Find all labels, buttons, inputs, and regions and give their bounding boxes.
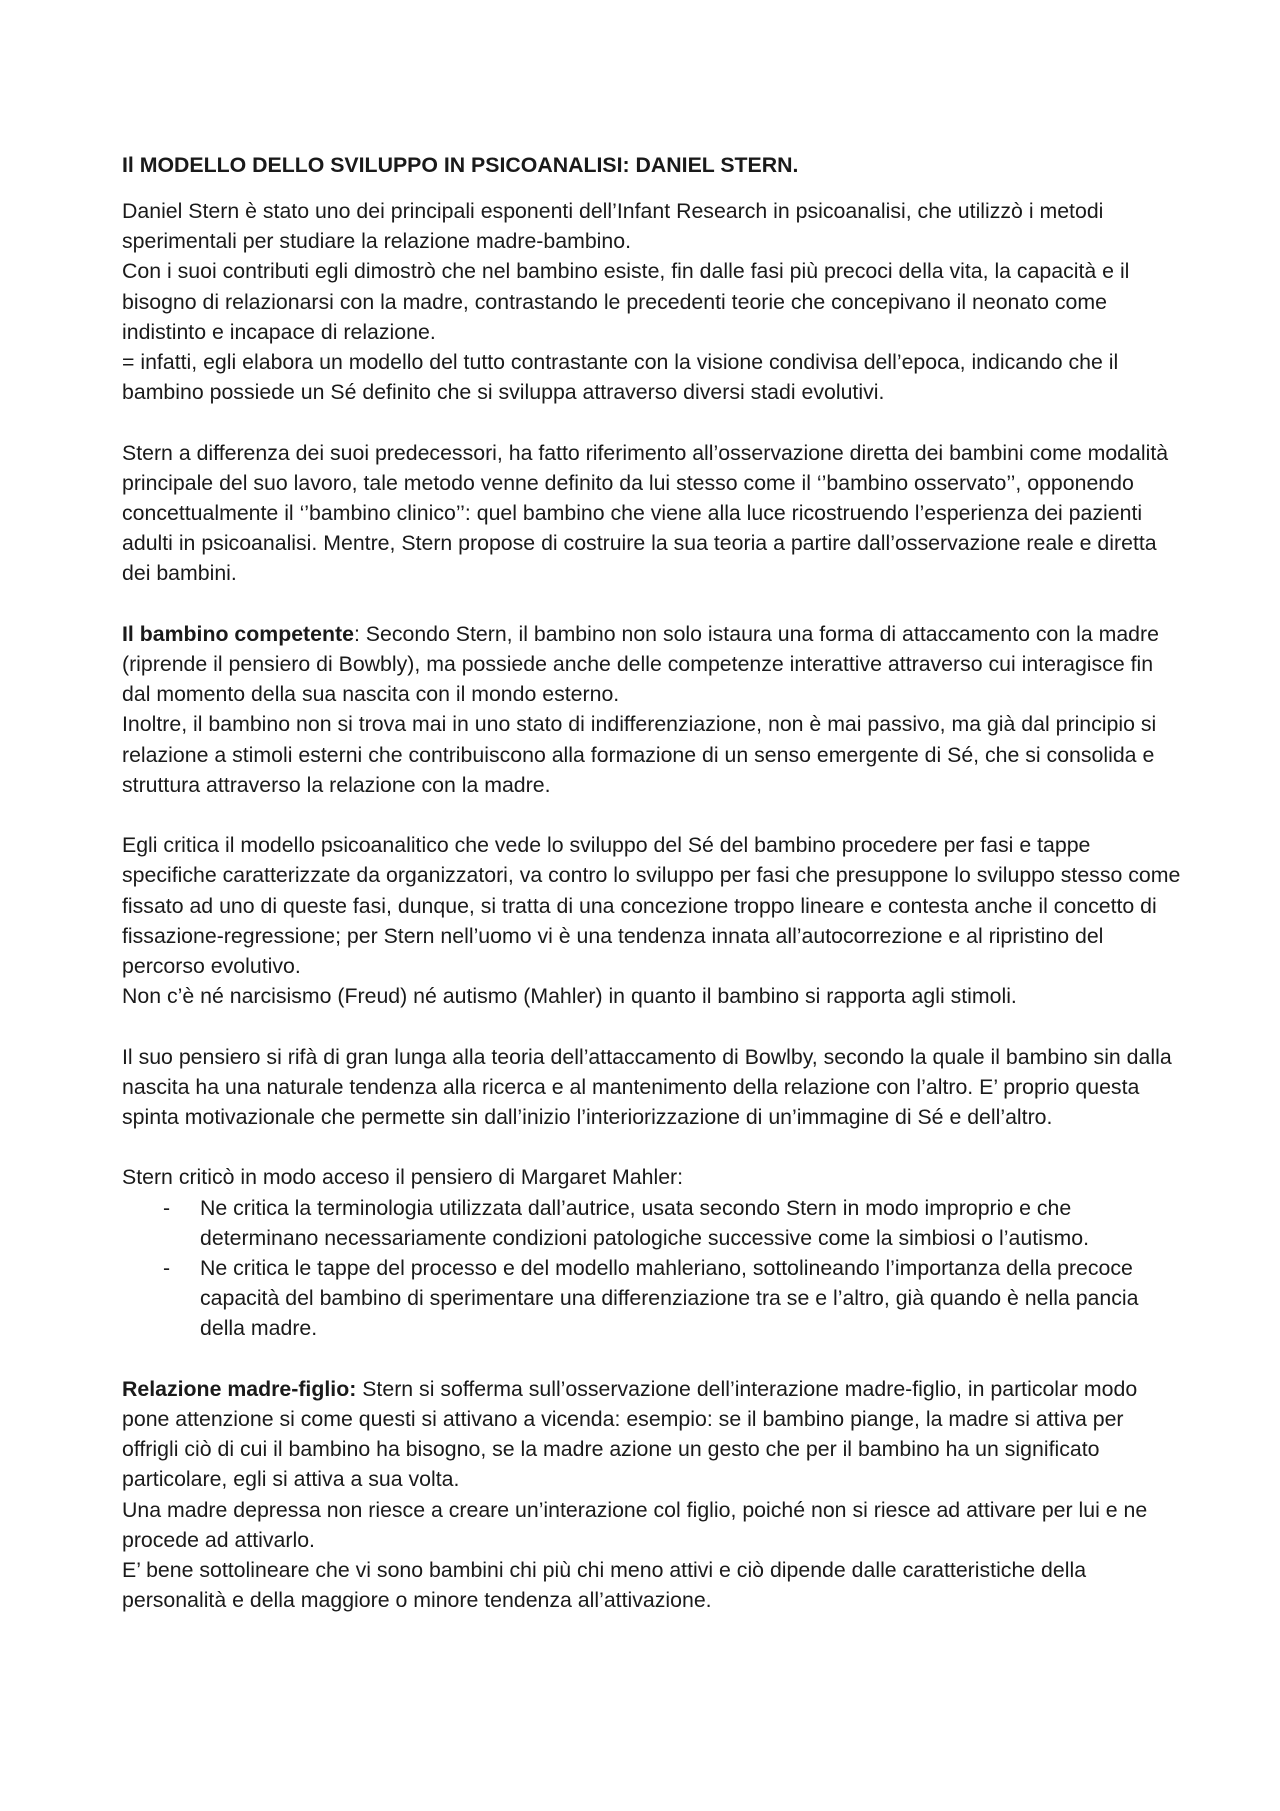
spacer [122,589,1182,619]
intro-paragraph-2: Con i suoi contributi egli dimostrò che nel bambino esiste, fin dalle fasi più precoci della vita, la capacità e il bisogno di relazionarsi con la madre, contrastando le precedenti teorie che concepivano il neonato come indistinto e incapace di relazione. [122,259,1130,344]
spacer [122,407,1182,437]
mahler-intro: Stern criticò in modo acceso il pensiero di Margaret Mahler: [122,1165,684,1190]
list-item-text: Ne critica la terminologia utilizzata dall’autrice, usata secondo Stern in modo improprio e che determinano necessariamente condizioni patologiche successive come la simbiosi o l’autismo. [200,1195,1089,1250]
intro-paragraph-1: Daniel Stern è stato uno dei principali esponenti dell’Infant Research in psicoanalisi, che utilizzò i metodi sperimentali per studiare la relazione madre-bambino. [122,199,1104,254]
competent-paragraph-2: Inoltre, il bambino non si trova mai in uno stato di indifferenziazione, non è mai passivo, ma già dal principio si relazione a stimoli esterni che contribuiscono alla formazione di un senso emergente di Sé, che si consolida e struttura attraverso la relazione con la madre. [122,712,1157,797]
relation-text: Stern si sofferma sull’osservazione dell’interazione madre-figlio, in particolar modo pone attenzione si come questi si attivano a vicenda: esempio: se il bambino piange, la madre si attiva per offrigli ciò di cui il bambino ha bisogno, se la madre azione un gesto che per il bambino ha un significato particolare, egli si attiva a sua volta. [122,1376,1138,1492]
critique-paragraph-1: Egli critica il modello psicoanalitico che vede lo sviluppo del Sé del bambino procedere per fasi e tappe specifiche caratterizzate da organizzatori, va contro lo sviluppo per fasi che presuppone lo sviluppo stesso come fissato ad uno di queste fasi, dunque, si tratta di una concezione troppo lineare e contesta anche il concetto di fissazione-regressione; per Stern nell’uomo vi è una tendenza innata all’autocorrezione e al ripristino del percorso evolutivo. [122,833,1181,979]
spacer [122,1132,1182,1162]
spacer [122,800,1182,830]
relation-paragraph-2: Una madre depressa non riesce a creare un’interazione col figlio, poiché non si riesce ad attivare per lui e ne procede ad attivarlo. [122,1497,1148,1552]
relation-heading: Relazione madre-figlio: [122,1376,357,1401]
competent-paragraph [122,619,1182,710]
spacer [122,1011,1182,1041]
relation-paragraph [122,1374,1182,1495]
mahler-critique-list [122,1193,1182,1344]
dash-bullet: - [163,1256,171,1281]
competent-text: : Secondo Stern, il bambino non solo istaura una forma di attaccamento con la madre (riprende il pensiero di Bowbly), ma possiede anche delle competenze interattive attraverso cui interagisce fin dal momento della sua nascita con il mondo esterno. [122,621,1159,707]
observation-paragraph: Stern a differenza dei suoi predecessori, ha fatto riferimento all’osservazione diretta dei bambini come modalità principale del suo lavoro, tale metodo venne definito da lui stesso come il ‘’bambino osservato’’, opponendo concettualmente il ‘’bambino clinico’’: quel bambino che viene alla luce ricostruendo l’esperienza dei pazienti adulti in psicoanalisi. Mentre, Stern propose di costruire la sua teoria a partire dall’osservazione reale e diretta dei bambini. [122,440,1169,586]
intro-paragraph-3: = infatti, egli elabora un modello del tutto contrastante con la visione condivisa dell’epoca, indicando che il bambino possiede un Sé definito che si sviluppa attraverso diversi stadi evolutivi. [122,350,1119,405]
page-title: Il MODELLO DELLO SVILUPPO IN PSICOANALISI: DANIEL STERN. [122,153,799,177]
list-item [122,1193,1182,1253]
list-item [122,1253,1182,1344]
competent-heading: Il bambino competente [122,621,354,646]
list-item-text: Ne critica le tappe del processo e del modello mahleriano, sottolineando l’importanza della precoce capacità del bambino di sperimentare una differenziazione tra se e l’altro, già quando è nella pancia della madre. [200,1256,1139,1341]
document-page [122,150,1182,1615]
dash-bullet: - [163,1195,171,1220]
relation-paragraph-3: E’ bene sottolineare che vi sono bambini chi più chi meno attivi e ciò dipende dalle caratteristiche della personalità e della maggiore o minore tendenza all’attivazione. [122,1558,1087,1613]
critique-paragraph-2: Non c’è né narcisismo (Freud) né autismo (Mahler) in quanto il bambino si rapporta agli stimoli. [122,984,1017,1009]
spacer [122,1344,1182,1374]
attachment-paragraph: Il suo pensiero si rifà di gran lunga alla teoria dell’attaccamento di Bowlby, secondo la quale il bambino sin dalla nascita ha una naturale tendenza alla ricerca e al mantenimento della relazione con l’altro. E’ proprio questa spinta motivazionale che permette sin dall’inizio l’interiorizzazione di un’immagine di Sé e dell’altro. [122,1044,1172,1130]
